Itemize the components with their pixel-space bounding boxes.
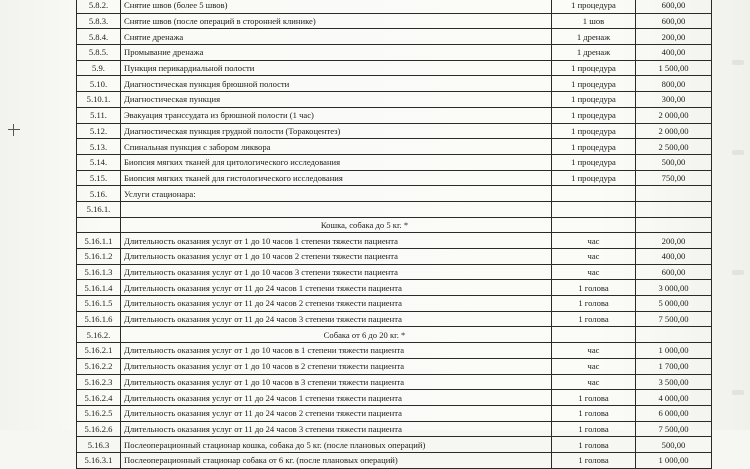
service-name-cell: Собака от 6 до 20 кг. * xyxy=(121,327,552,343)
page-edge-marks xyxy=(732,0,746,430)
price-cell: 600,00 xyxy=(636,0,712,13)
service-name-cell: Диагностическая пункция грудной полости (Торакоцентез) xyxy=(121,123,552,139)
table-row xyxy=(77,170,712,186)
unit-cell: час xyxy=(552,249,636,265)
unit-cell: 1 голова xyxy=(552,452,636,468)
service-name-cell: Диагностическая пункция xyxy=(121,92,552,108)
price-cell: 2 000,00 xyxy=(636,107,712,123)
price-cell: 2 500,00 xyxy=(636,139,712,155)
unit-cell: 1 процедура xyxy=(552,170,636,186)
row-number-cell: 5.9. xyxy=(77,60,121,76)
unit-cell xyxy=(552,201,636,217)
table-row xyxy=(77,60,712,76)
table-row xyxy=(77,13,712,29)
row-number-cell: 5.16.2.4 xyxy=(77,390,121,406)
unit-cell: 1 дренаж xyxy=(552,45,636,61)
unit-cell: час xyxy=(552,358,636,374)
row-number-cell: 5.16.2.1 xyxy=(77,343,121,359)
table-row xyxy=(77,390,712,406)
row-number-cell: 5.11. xyxy=(77,107,121,123)
unit-cell xyxy=(552,327,636,343)
unit-cell: 1 процедура xyxy=(552,154,636,170)
unit-cell: час xyxy=(552,374,636,390)
service-name-cell: Спинальная пункция с забором ликвора xyxy=(121,139,552,155)
unit-cell: 1 процедура xyxy=(552,60,636,76)
price-list-body xyxy=(77,0,712,468)
service-name-cell: Снятие дренажа xyxy=(121,29,552,45)
unit-cell: час xyxy=(552,264,636,280)
service-name-cell: Длительность оказания услуг от 1 до 10 часов в 2 степени тяжести пациента xyxy=(121,358,552,374)
row-number-cell: 5.16.1.4 xyxy=(77,280,121,296)
price-cell: 3 000,00 xyxy=(636,280,712,296)
service-name-cell: Послеоперационный стационар собака от 6 кг. (после плановых операций) xyxy=(121,452,552,468)
unit-cell: 1 процедура xyxy=(552,0,636,13)
price-cell: 500,00 xyxy=(636,437,712,453)
row-number-cell: 5.16.2.2 xyxy=(77,358,121,374)
table-row xyxy=(77,29,712,45)
table-row xyxy=(77,249,712,265)
table-row xyxy=(77,421,712,437)
service-name-cell: Снятие швов (после операций в сторонней клинике) xyxy=(121,13,552,29)
unit-cell: 1 голова xyxy=(552,437,636,453)
price-cell: 1 500,00 xyxy=(636,60,712,76)
row-number-cell: 5.8.3. xyxy=(77,13,121,29)
price-cell: 400,00 xyxy=(636,45,712,61)
unit-cell: 1 процедура xyxy=(552,139,636,155)
table-row xyxy=(77,311,712,327)
service-name-cell: Длительность оказания услуг от 1 до 10 часов в 3 степени тяжести пациента xyxy=(121,374,552,390)
row-number-cell: 5.16.1.6 xyxy=(77,311,121,327)
price-cell: 300,00 xyxy=(636,92,712,108)
unit-cell: 1 голова xyxy=(552,280,636,296)
table-row xyxy=(77,233,712,249)
row-number-cell: 5.8.2. xyxy=(77,0,121,13)
price-cell: 750,00 xyxy=(636,170,712,186)
registration-mark-icon xyxy=(8,124,20,136)
service-name-cell: Диагностическая пункция брюшной полости xyxy=(121,76,552,92)
price-cell xyxy=(636,201,712,217)
table-row xyxy=(77,280,712,296)
row-number-cell: 5.13. xyxy=(77,139,121,155)
service-name-cell: Биопсия мягких тканей для гистологического исследования xyxy=(121,170,552,186)
price-cell: 1 000,00 xyxy=(636,343,712,359)
service-name-cell: Промывание дренажа xyxy=(121,45,552,61)
unit-cell: 1 процедура xyxy=(552,92,636,108)
table-row xyxy=(77,107,712,123)
row-number-cell: 5.14. xyxy=(77,154,121,170)
row-number-cell: 5.16.2.5 xyxy=(77,405,121,421)
service-name-cell: Длительность оказания услуг от 1 до 10 часов 2 степени тяжести пациента xyxy=(121,249,552,265)
price-cell xyxy=(636,217,712,233)
service-name-cell: Длительность оказания услуг от 11 до 24 часов 3 степени тяжести пациента xyxy=(121,421,552,437)
row-number-cell: 5.8.5. xyxy=(77,45,121,61)
table-row xyxy=(77,186,712,202)
row-number-cell: 5.16.1.3 xyxy=(77,264,121,280)
table-row xyxy=(77,343,712,359)
table-row xyxy=(77,92,712,108)
price-cell: 5 000,00 xyxy=(636,296,712,312)
table-row xyxy=(77,264,712,280)
unit-cell: 1 процедура xyxy=(552,76,636,92)
table-row xyxy=(77,45,712,61)
row-number-cell: 5.15. xyxy=(77,170,121,186)
row-number-cell: 5.8.4. xyxy=(77,29,121,45)
service-name-cell: Длительность оказания услуг от 1 до 10 часов 1 степени тяжести пациента xyxy=(121,233,552,249)
unit-cell: 1 голова xyxy=(552,390,636,406)
row-number-cell xyxy=(77,217,121,233)
unit-cell: час xyxy=(552,343,636,359)
table-row xyxy=(77,0,712,13)
row-number-cell: 5.16.1.5 xyxy=(77,296,121,312)
row-number-cell: 5.10. xyxy=(77,76,121,92)
unit-cell: 1 голова xyxy=(552,421,636,437)
price-cell: 200,00 xyxy=(636,29,712,45)
table-row xyxy=(77,437,712,453)
service-name-cell: Снятие швов (более 5 швов) xyxy=(121,0,552,13)
service-name-cell: Длительность оказания услуг от 11 до 24 часов 1 степени тяжести пациента xyxy=(121,280,552,296)
service-name-cell: Услуги стационара: xyxy=(121,186,552,202)
price-cell: 4 000,00 xyxy=(636,390,712,406)
price-cell: 1 000,00 xyxy=(636,452,712,468)
unit-cell: 1 дренаж xyxy=(552,29,636,45)
service-name-cell: Кошка, собака до 5 кг. * xyxy=(121,217,552,233)
service-name-cell: Длительность оказания услуг от 1 до 10 часов 3 степени тяжести пациента xyxy=(121,264,552,280)
row-number-cell: 5.16.2.6 xyxy=(77,421,121,437)
row-number-cell: 5.16. xyxy=(77,186,121,202)
service-name-cell: Пункция перикардиальной полости xyxy=(121,60,552,76)
service-name-cell: Эвакуация транссудата из брюшной полости (1 час) xyxy=(121,107,552,123)
price-cell xyxy=(636,186,712,202)
price-cell: 600,00 xyxy=(636,264,712,280)
table-row xyxy=(77,139,712,155)
price-cell: 7 500,00 xyxy=(636,311,712,327)
table-row xyxy=(77,358,712,374)
row-number-cell: 5.16.1.1 xyxy=(77,233,121,249)
unit-cell: 1 голова xyxy=(552,311,636,327)
service-name-cell: Длительность оказания услуг от 1 до 10 часов в 1 степени тяжести пациента xyxy=(121,343,552,359)
price-cell: 500,00 xyxy=(636,154,712,170)
table-row xyxy=(77,452,712,468)
service-name-cell: Длительность оказания услуг от 11 до 24 часов 1 степени тяжести пациента xyxy=(121,390,552,406)
price-cell: 400,00 xyxy=(636,249,712,265)
price-list-table xyxy=(76,0,712,469)
table-row xyxy=(77,374,712,390)
table-row xyxy=(77,405,712,421)
unit-cell: 1 голова xyxy=(552,405,636,421)
row-number-cell: 5.16.2. xyxy=(77,327,121,343)
table-row xyxy=(77,217,712,233)
service-name-cell xyxy=(121,201,552,217)
table-row xyxy=(77,201,712,217)
table-row xyxy=(77,123,712,139)
price-cell: 7 500,00 xyxy=(636,421,712,437)
unit-cell: 1 процедура xyxy=(552,123,636,139)
row-number-cell: 5.16.2.3 xyxy=(77,374,121,390)
unit-cell: 1 голова xyxy=(552,296,636,312)
service-name-cell: Длительность оказания услуг от 11 до 24 часов 3 степени тяжести пациента xyxy=(121,311,552,327)
price-cell: 2 000,00 xyxy=(636,123,712,139)
price-cell: 200,00 xyxy=(636,233,712,249)
price-cell: 600,00 xyxy=(636,13,712,29)
table-row xyxy=(77,76,712,92)
service-name-cell: Послеоперационный стационар кошка, собака до 5 кг. (после плановых операций) xyxy=(121,437,552,453)
row-number-cell: 5.16.3.1 xyxy=(77,452,121,468)
row-number-cell: 5.10.1. xyxy=(77,92,121,108)
table-row xyxy=(77,154,712,170)
price-cell: 1 700,00 xyxy=(636,358,712,374)
unit-cell: 1 процедура xyxy=(552,107,636,123)
service-name-cell: Биопсия мягких тканей для цитологического исследования xyxy=(121,154,552,170)
unit-cell: час xyxy=(552,233,636,249)
service-name-cell: Длительность оказания услуг от 11 до 24 часов 2 степени тяжести пациента xyxy=(121,296,552,312)
price-cell: 3 500,00 xyxy=(636,374,712,390)
unit-cell xyxy=(552,217,636,233)
row-number-cell: 5.16.1.2 xyxy=(77,249,121,265)
row-number-cell: 5.16.1. xyxy=(77,201,121,217)
unit-cell: 1 шов xyxy=(552,13,636,29)
unit-cell xyxy=(552,186,636,202)
service-name-cell: Длительность оказания услуг от 11 до 24 часов 2 степени тяжести пациента xyxy=(121,405,552,421)
table-row xyxy=(77,327,712,343)
price-cell: 6 000,00 xyxy=(636,405,712,421)
price-cell: 800,00 xyxy=(636,76,712,92)
row-number-cell: 5.12. xyxy=(77,123,121,139)
price-cell xyxy=(636,327,712,343)
row-number-cell: 5.16.3 xyxy=(77,437,121,453)
table-row xyxy=(77,296,712,312)
